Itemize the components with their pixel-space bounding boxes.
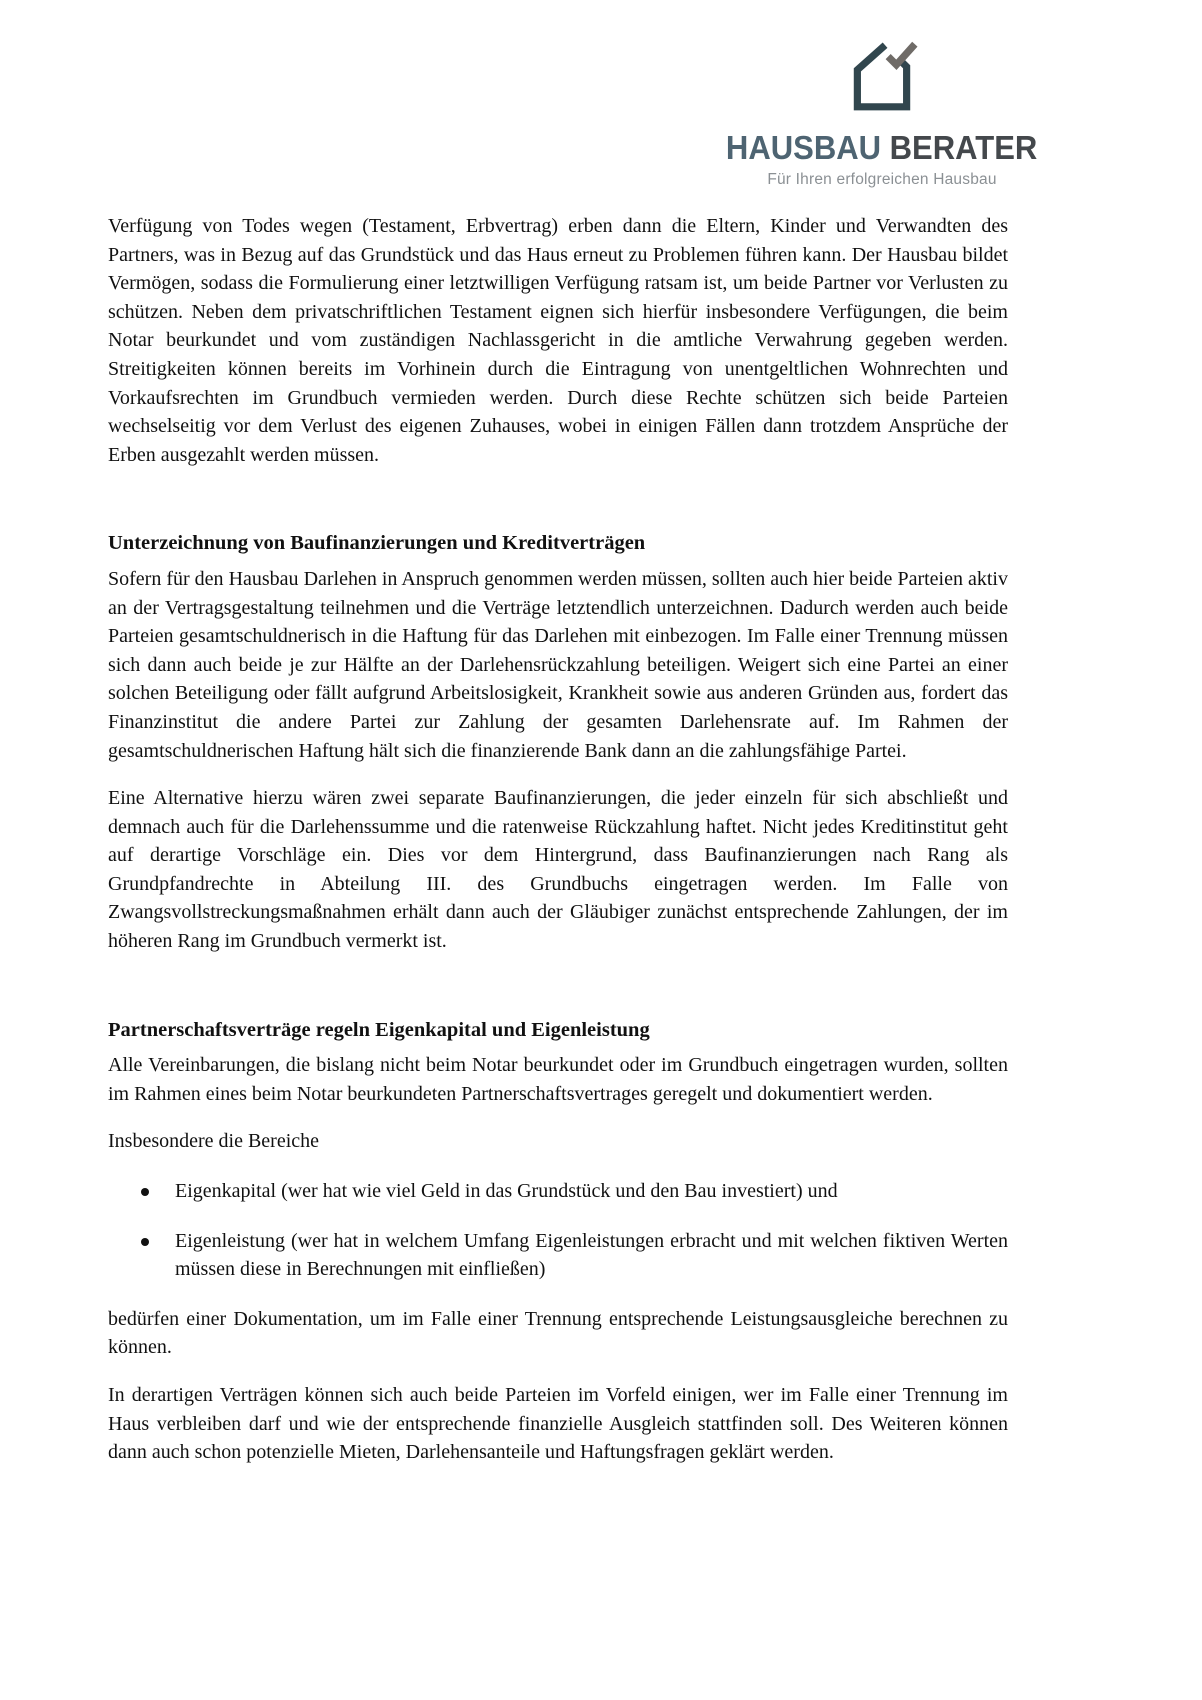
bullet-text: Eigenleistung (wer hat in welchem Umfang Eigenleistungen erbracht und mit welchen fiktiven Werten müssen diese in Berechnungen mit einfließen) [175, 1229, 1008, 1281]
document-content [108, 0, 1008, 1486]
section2-closing-paragraph: In derartigen Verträgen können sich auch beide Parteien im Vorfeld einigen, wer im Falle einer Trennung im Haus verbleiben darf und wie der entsprechende finanzielle Ausgleich stattfinden soll. Des Weiteren können dann auch schon potenzielle Mieten, Darlehensanteile und Haftungsfragen geklärt werden. [108, 1384, 1008, 1464]
section2-heading: Partnerschaftsverträge regeln Eigenkapital und Eigenleistung [108, 1018, 650, 1041]
section2-paragraph-1: Alle Vereinbarungen, die bislang nicht beim Notar beurkundet oder im Grundbuch eingetragen wurden, sollten im Rahmen eines beim Notar beurkundeten Partnerschaftsvertrages geregelt und dokumentiert werden. [108, 1054, 1008, 1105]
section2-bullet-list [108, 1177, 1008, 1284]
intro-paragraph: Verfügung von Todes wegen (Testament, Erbvertrag) erben dann die Eltern, Kinder und Verwandten des Partners, was in Bezug auf das Grundstück und das Haus erneut zu Problemen führen kann. Der Hausbau bildet Vermögen, sodass die Formulierung einer letztwilligen Verfügung ratsam ist, um beide Partner vor Verlusten zu schützen. Neben dem privatschriftlichen Testament eignen sich hierfür insbesondere Verfügungen, die beim Notar beurkundet und vom zuständigen Nachlassgericht in die amtliche Verwahrung gegeben werden. Streitigkeiten können bereits im Vorhinein durch die Eintragung von unentgeltlichen Wohnrechten und Vorkaufsrechten im Grundbuch vermieden werden. Durch diese Rechte schützen sich beide Parteien wechselseitig vor dem Verlust des eigenen Zuhauses, wobei in einigen Fällen dann trotzdem Ansprüche der Erben ausgezahlt werden müssen. [108, 215, 1008, 466]
logo-word-berater: BERATER [890, 129, 1038, 166]
logo-word-hausbau: HAUSBAU [726, 129, 882, 166]
section2-outro-paragraph: bedürfen einer Dokumentation, um im Falle einer Trennung entsprechende Leistungsausgleiche berechnen zu können. [108, 1307, 1008, 1359]
bullet-dot-icon [141, 1238, 149, 1246]
bullet-dot-icon [141, 1188, 149, 1196]
bullet-item-eigenkapital [108, 1177, 1008, 1206]
section1-paragraph-1: Sofern für den Hausbau Darlehen in Anspruch genommen werden müssen, sollten auch hier beide Parteien aktiv an der Vertragsgestaltung teilnehmen und die Verträge letztendlich unterzeichnen. Dadurch werden auch beide Parteien gesamtschuldnerisch in die Haftung für das Darlehen mit einbezogen. Im Falle einer Trennung müssen sich dann auch beide je zur Hälfte an der Darlehensrückzahlung beteiligen. Weigert sich eine Partei an einer solchen Beteiligung oder fällt aufgrund Arbeitslosigkeit, Krankheit sowie aus anderen Gründen aus, fordert das Finanzinstitut die andere Partei zur Zahlung der gesamten Darlehensrate auf. Im Rahmen der gesamtschuldnerischen Haftung hält sich die finanzierende Bank dann an die zahlungsfähige Partei. [108, 567, 1008, 762]
bullet-item-eigenleistung [108, 1227, 1008, 1284]
section1-paragraph-2: Eine Alternative hierzu wären zwei separate Baufinanzierungen, die jeder einzeln für sich abschließt und demnach auch für die Darlehenssumme und die ratenweise Rückzahlung haftet. Nicht jedes Kreditinstitut geht auf derartige Vorschläge ein. Dies vor dem Hintergrund, dass Baufinanzierungen nach Rang als Grundpfandrechte in Abteilung III. des Grundbuchs eingetragen werden. Im Falle von Zwangsvollstreckungsmaßnahmen erhält dann auch der Gläubiger zunächst entsprechende Zahlungen, der im höheren Rang im Grundbuch vermerkt ist. [108, 787, 1008, 953]
section1-heading: Unterzeichnung von Baufinanzierungen und Kreditverträgen [108, 532, 646, 555]
logo-tagline: Für Ihren erfolgreichen Hausbau [767, 171, 997, 188]
bullet-text: Eigenkapital (wer hat wie viel Geld in das Grundstück und den Bau investiert) und [175, 1180, 838, 1203]
section2-intro-line: Insbesondere die Bereiche [108, 1130, 320, 1153]
